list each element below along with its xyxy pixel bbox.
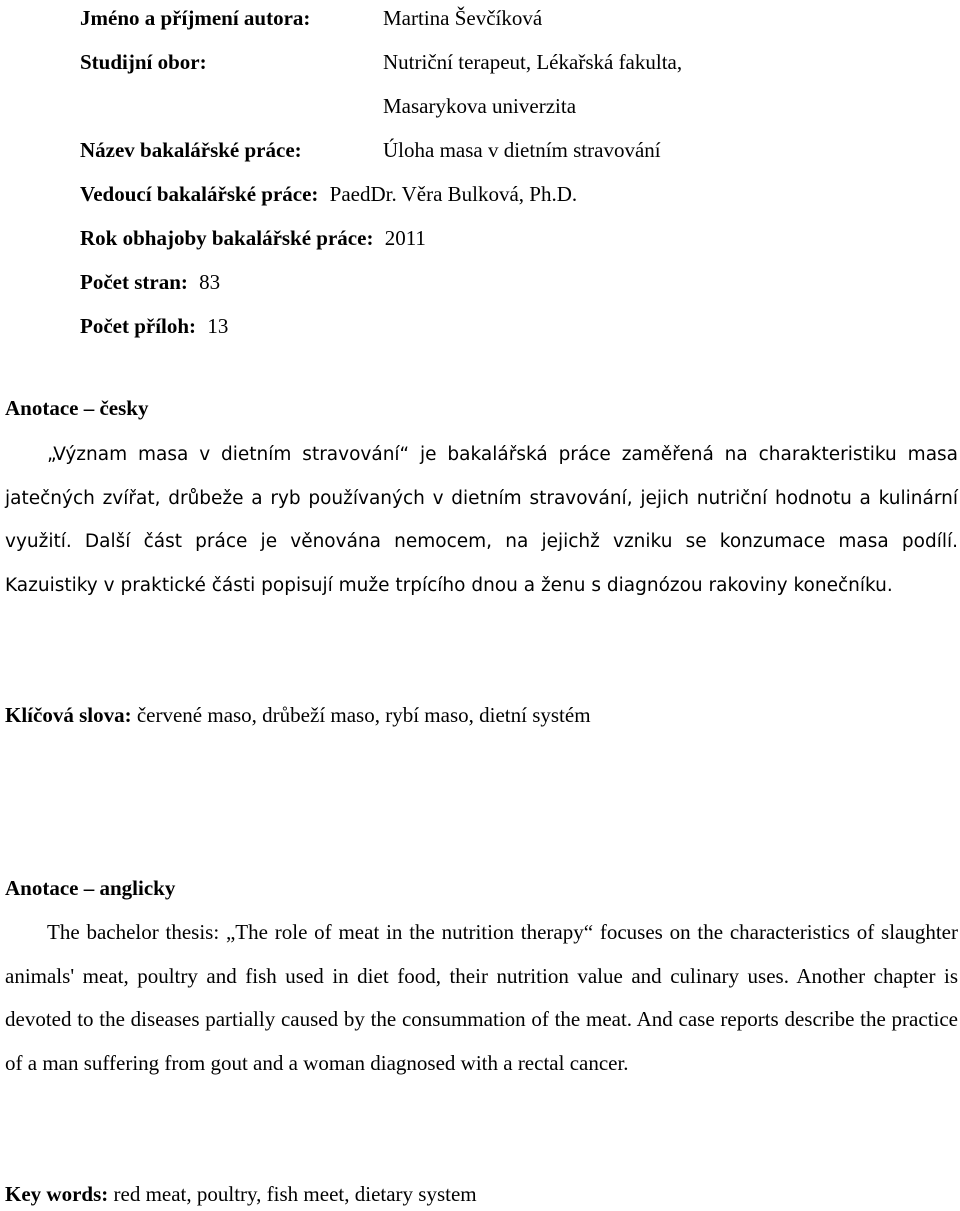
defense-year-row [80,223,940,267]
abstract-cz-paragraph [5,433,958,607]
appendices-row [80,311,940,355]
abstract-cz-heading: Anotace – česky [5,396,149,420]
pages-label: Počet stran: [80,270,188,294]
abstract-en-text: The bachelor thesis: „The role of meat in the nutrition therapy“ focuses on the characteristics of slaughter animals' meat, poultry and fish used in diet food, their nutrition value and culinary uses. Another chapter is devoted to the diseases partially caused by the consummation of the meat. And case reports describe the practice of a man suffering from gout and a woman diagnosed with a rectal cancer. [5,920,958,1075]
defense-year-value: 2011 [384,226,426,250]
pages-value: 83 [199,270,221,294]
author-label: Jméno a příjmení autora: [80,6,311,30]
abstract-en-heading: Anotace – anglicky [5,876,176,900]
appendices-value: 13 [207,314,229,338]
keywords-en-value: red meat, poultry, fish meet, dietary system [113,1182,477,1206]
keywords-en-label: Key words: [5,1182,109,1206]
field-value-line2: Masarykova univerzita [383,94,577,118]
thesis-metadata [80,3,940,355]
field-row-continued [80,91,940,135]
author-row [80,3,940,47]
supervisor-label: Vedoucí bakalářské práce: [80,182,319,206]
field-label: Studijní obor: [80,50,207,74]
keywords-cz [5,700,591,730]
title-row [80,135,940,179]
author-value: Martina Ševčíková [383,6,543,30]
field-row [80,47,940,91]
keywords-en [5,1179,477,1209]
title-value: Úloha masa v dietním stravování [383,138,661,162]
pages-row [80,267,940,311]
abstract-en-paragraph [5,911,958,1085]
appendices-label: Počet příloh: [80,314,197,338]
supervisor-value: PaedDr. Věra Bulková, Ph.D. [329,182,578,206]
abstract-cz-text: „Význam masa v dietním stravování“ je bakalářská práce zaměřená na charakteristiku masa jatečných zvířat, drůbeže a ryb používaných v dietním stravování, jejich nutriční hodnotu a kulinární využití. Další část práce je věnována nemocem, na jejichž vzniku se konzumace masa podílí. Kazuistiky v praktické části popisují muže trpícího dnou a ženu s diagnózou rakoviny konečníku. [5,444,958,596]
title-label: Název bakalářské práce: [80,138,302,162]
field-value-line1: Nutriční terapeut, Lékařská fakulta, [383,50,683,74]
keywords-cz-label: Klíčová slova: [5,703,132,727]
keywords-cz-value: červené maso, drůbeží maso, rybí maso, dietní systém [136,703,591,727]
defense-year-label: Rok obhajoby bakalářské práce: [80,226,374,250]
supervisor-row [80,179,940,223]
